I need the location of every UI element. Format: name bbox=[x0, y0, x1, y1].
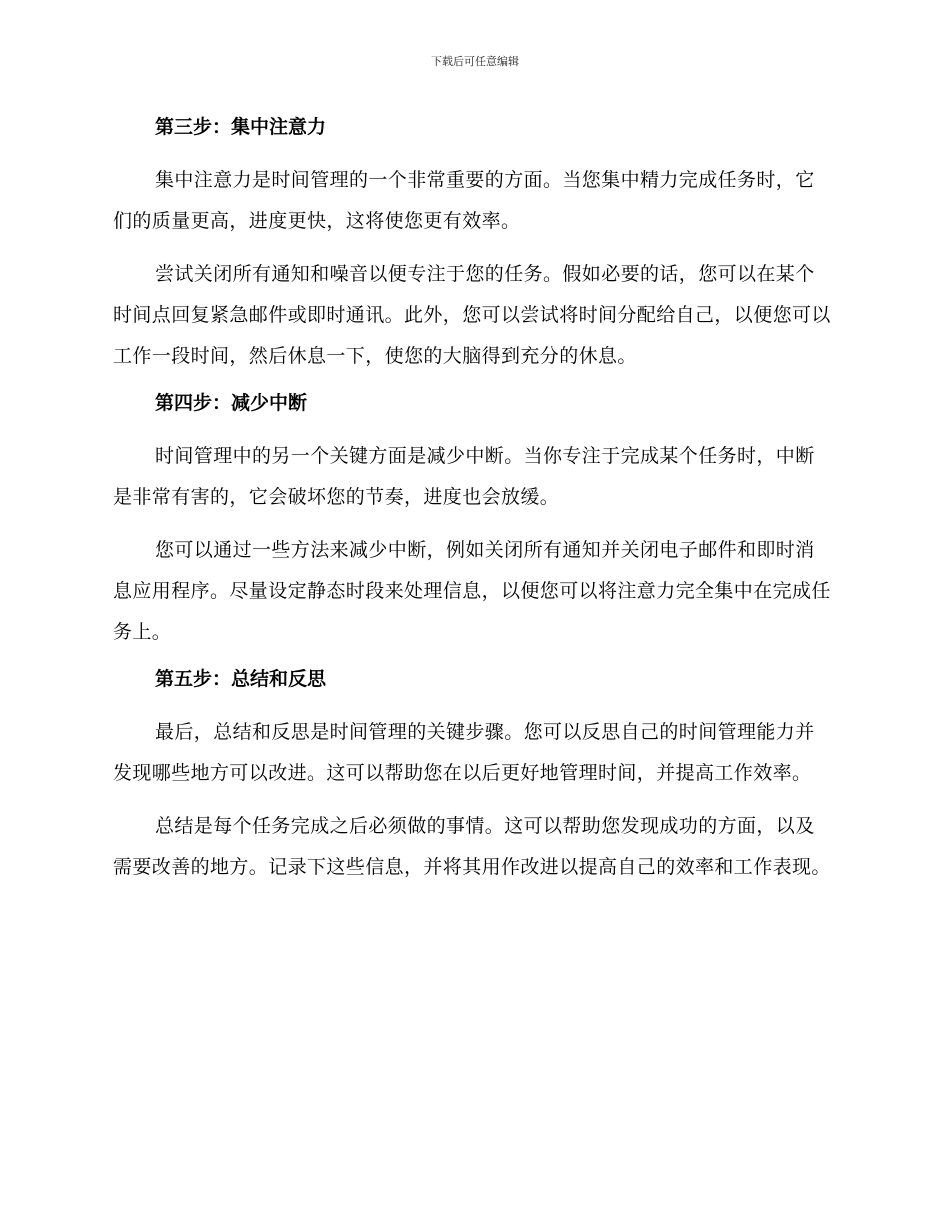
paragraph: 集中注意力是时间管理的一个非常重要的方面。当您集中精力完成任务时，它们的质量更高，进度更快，这将使您更有效率。 bbox=[113, 169, 815, 232]
paragraph: 时间管理中的另一个关键方面是减少中断。当你专注于完成某个任务时，中断是非常有害的，它会破坏您的节奏，进度也会放缓。 bbox=[113, 445, 815, 508]
section-heading-step-5: 第五步：总结和反思 bbox=[155, 668, 327, 690]
section-heading-step-4: 第四步：减少中断 bbox=[155, 392, 308, 414]
paragraph: 最后，总结和反思是时间管理的关键步骤。您可以反思自己的时间管理能力并发现哪些地方可以改进。这可以帮助您在以后更好地管理时间，并提高工作效率。 bbox=[113, 721, 815, 784]
paragraph: 尝试关闭所有通知和噪音以便专注于您的任务。假如必要的话，您可以在某个时间点回复紧急邮件或即时通讯。此外，您可以尝试将时间分配给自己，以便您可以工作一段时间，然后休息一下，使您的大脑得到充分的休息。 bbox=[113, 263, 831, 367]
paragraph: 您可以通过一些方法来减少中断，例如关闭所有通知并关闭电子邮件和即时消息应用程序。尽量设定静态时段来处理信息，以便您可以将注意力完全集中在完成任务上。 bbox=[113, 539, 831, 643]
paragraph: 总结是每个任务完成之后必须做的事情。这可以帮助您发现成功的方面，以及需要改善的地方。记录下这些信息，并将其用作改进以提高自己的效率和工作表现。 bbox=[113, 815, 831, 878]
section-heading-step-3: 第三步：集中注意力 bbox=[155, 116, 327, 138]
page-header: 下载后可任意编辑 bbox=[431, 55, 519, 68]
document-body bbox=[113, 113, 833, 888]
